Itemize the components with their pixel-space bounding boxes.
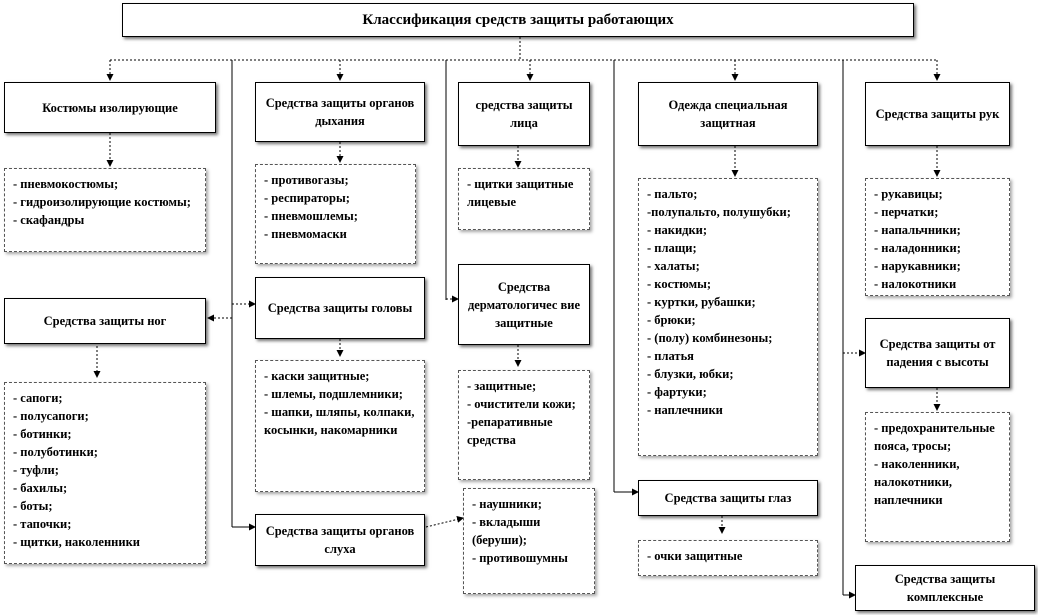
list-item: - налокотники <box>874 277 957 291</box>
item-list <box>264 171 411 243</box>
list-eyes <box>638 540 818 576</box>
category-special-clothing <box>638 82 818 146</box>
item-list <box>467 175 585 211</box>
category-dermatological <box>458 264 590 345</box>
category-insulating-suits <box>4 82 216 133</box>
list-item: - очистители кожи; <box>467 397 576 411</box>
category-label: Средства защиты рук <box>875 107 1000 121</box>
item-list <box>647 547 813 565</box>
list-item: - противошумны <box>472 551 568 565</box>
list-item: - пневмокостюмы; <box>13 177 119 191</box>
list-item: - сапоги; <box>13 391 63 405</box>
list-item: - наладонники; <box>874 241 961 255</box>
list-item: - блузки, юбки; <box>647 367 734 381</box>
item-list <box>13 175 201 229</box>
list-item: - полуботинки; <box>13 445 98 459</box>
list-item: - наколенники, налокотники, наплечники <box>874 457 960 507</box>
category-label: Средства дерматологичес вие защитные <box>467 279 581 330</box>
list-item: -полупальто, полушубки; <box>647 205 791 219</box>
list-item: - (полу) комбинезоны; <box>647 331 773 345</box>
list-item: - шапки, шляпы, колпаки, косынки, накомарники <box>264 405 415 437</box>
list-item: - халаты; <box>647 259 700 273</box>
category-label: Средства защиты органов слуха <box>265 524 415 556</box>
list-legs <box>4 382 206 564</box>
list-item: - скафандры <box>13 213 85 227</box>
list-item: - куртки, рубашки; <box>647 295 756 309</box>
list-hearing <box>463 488 595 594</box>
list-item: - респираторы; <box>264 191 350 205</box>
list-item: - гидроизолирующие костюмы; <box>13 195 191 209</box>
category-label: Средства защиты от падения с высоты <box>879 337 996 369</box>
category-hearing <box>255 514 425 566</box>
category-label: Костюмы изолирующие <box>42 100 178 115</box>
list-item: - щитки, наколенники <box>13 535 140 549</box>
list-item: - бахилы; <box>13 481 68 495</box>
list-item: - предохранительные пояса, тросы; <box>874 421 995 453</box>
list-item: - пневмошлемы; <box>264 209 358 223</box>
category-label: Средства защиты ног <box>43 314 167 328</box>
item-list <box>472 495 590 567</box>
list-item: - противогазы; <box>264 173 349 187</box>
list-item: - ботинки; <box>13 427 72 441</box>
list-item: - нарукавники; <box>874 259 961 273</box>
list-item: - костюмы; <box>647 277 712 291</box>
list-insulating-suits <box>4 168 206 252</box>
list-item: - боты; <box>13 499 53 513</box>
diagram-title <box>122 3 914 37</box>
list-item: - вкладыши (беруши); <box>472 515 541 547</box>
category-respiratory <box>255 82 425 142</box>
list-item: - защитные; <box>467 379 537 393</box>
item-list <box>874 185 1005 293</box>
list-item: - перчатки; <box>874 205 939 219</box>
item-list <box>13 389 201 551</box>
list-item: - туфли; <box>13 463 59 477</box>
category-label: Средства защиты головы <box>267 301 413 315</box>
list-item: - полусапоги; <box>13 409 89 423</box>
category-hands <box>865 82 1010 146</box>
list-item: - брюки; <box>647 313 696 327</box>
list-item: - фартуки; <box>647 385 707 399</box>
category-label: Средства защиты комплексные <box>894 572 996 604</box>
list-item: - плащи; <box>647 241 697 255</box>
list-head <box>255 360 425 492</box>
list-special-clothing <box>638 178 818 456</box>
list-item: - каски защитные; <box>264 369 370 383</box>
category-label: Средства защиты глаз <box>664 491 792 505</box>
category-label: средства защиты лица <box>475 98 573 130</box>
list-item: - напальчники; <box>874 223 961 237</box>
list-item: - накидки; <box>647 223 708 237</box>
list-dermatological <box>458 370 590 480</box>
item-list <box>264 367 420 439</box>
category-label: Одежда специальная защитная <box>668 98 788 130</box>
list-face <box>458 168 590 230</box>
item-list <box>647 185 813 419</box>
list-item: - шлемы, подшлемники; <box>264 387 403 401</box>
list-hands <box>865 178 1010 296</box>
list-item: - наушники; <box>472 497 542 511</box>
diagram-title-text: Классификация средств защиты работающих <box>362 12 674 28</box>
category-head <box>255 277 425 339</box>
list-item: - платья <box>647 349 694 363</box>
item-list <box>874 419 1005 509</box>
list-item: - наплечники <box>647 403 723 417</box>
list-item: - очки защитные <box>647 549 743 563</box>
category-face <box>458 82 590 146</box>
list-respiratory <box>255 164 416 264</box>
list-item: - рукавицы; <box>874 187 943 201</box>
category-legs <box>4 298 206 344</box>
item-list <box>467 377 585 449</box>
list-item: - щитки защитные лицевые <box>467 177 574 209</box>
list-item: - тапочки; <box>13 517 72 531</box>
category-fall <box>865 318 1010 388</box>
category-label: Средства защиты органов дыхания <box>265 96 415 128</box>
category-complex <box>855 565 1035 611</box>
list-item: - пальто; <box>647 187 698 201</box>
list-fall <box>865 412 1010 542</box>
list-item: -репаративные средства <box>467 415 553 447</box>
category-eyes <box>638 480 818 516</box>
list-item: - пневмомаски <box>264 227 347 241</box>
